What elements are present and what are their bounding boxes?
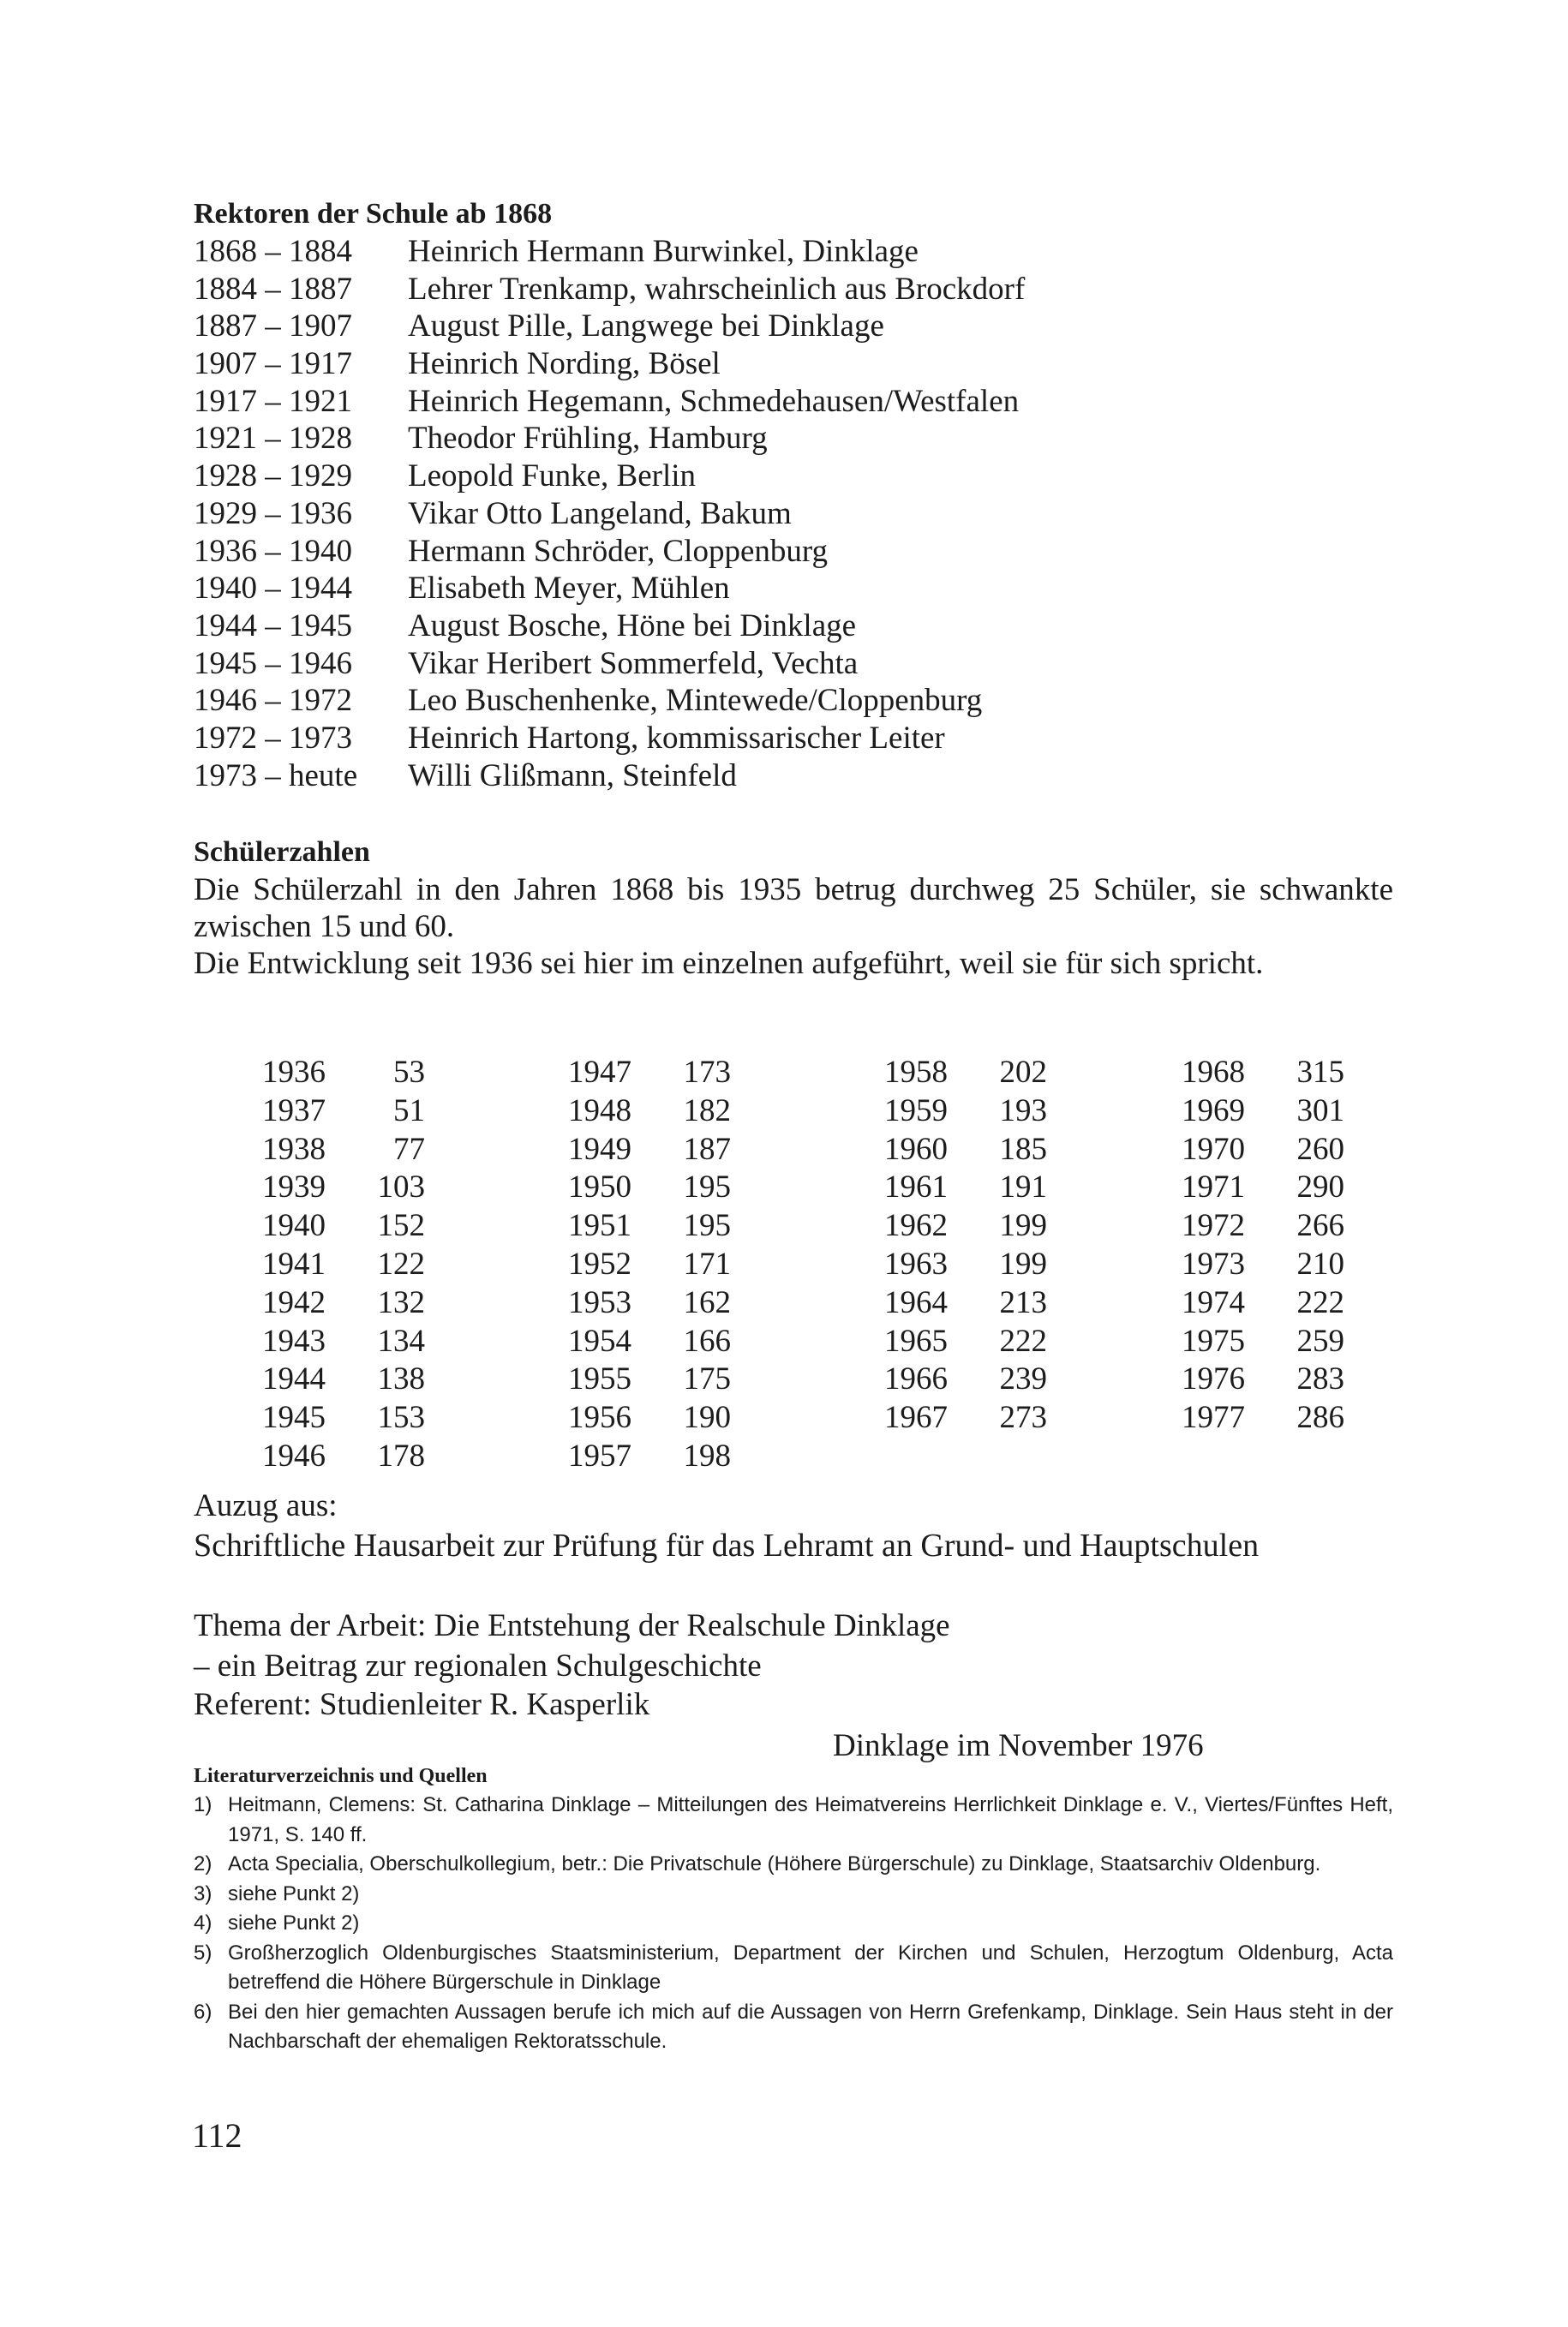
student-count-row — [568, 1438, 731, 1476]
literature-number: 4) — [194, 1911, 212, 1935]
student-count-row — [1182, 1092, 1344, 1131]
count-year: 1961 — [884, 1169, 948, 1205]
rector-years: 1946 – 1972 — [194, 683, 352, 719]
literature-number: 6) — [194, 2000, 212, 2024]
student-count-row — [1182, 1246, 1344, 1284]
count-value: 198 — [683, 1438, 731, 1474]
rector-name: Elisabeth Meyer, Mühlen — [408, 571, 730, 607]
count-value: 178 — [377, 1438, 425, 1474]
rector-years: 1868 – 1884 — [194, 234, 352, 269]
student-count-row — [262, 1361, 425, 1399]
count-year: 1937 — [262, 1092, 326, 1128]
count-year: 1971 — [1182, 1169, 1245, 1205]
count-year: 1956 — [568, 1400, 631, 1436]
excerpt-text: Schriftliche Hausarbeit zur Prüfung für das Lehramt an Grund- und Hauptschulen — [194, 1528, 1260, 1564]
count-value: 222 — [999, 1323, 1047, 1359]
student-count-row — [884, 1399, 1047, 1438]
literature-list — [194, 1791, 1393, 2057]
rector-years: 1921 – 1928 — [194, 421, 352, 457]
count-value: 213 — [999, 1284, 1047, 1320]
student-count-row — [884, 1092, 1047, 1131]
student-count-row — [884, 1054, 1047, 1092]
count-year: 1952 — [568, 1246, 631, 1282]
students-heading: Schülerzahlen — [194, 836, 370, 868]
count-value: 138 — [377, 1361, 425, 1397]
thesis-referent: Referent: Studienleiter R. Kasperlik — [194, 1687, 650, 1722]
count-value: 185 — [999, 1131, 1047, 1167]
student-count-row — [568, 1054, 731, 1092]
rector-name: Leopold Funke, Berlin — [408, 458, 697, 494]
count-year: 1953 — [568, 1284, 631, 1320]
count-value: 273 — [999, 1400, 1047, 1436]
count-year: 1945 — [262, 1400, 326, 1436]
literature-text: Acta Specialia, Oberschulkollegium, betr.: Die Privatschule (Höhere Bürgerschule) zu Dinklage, Staatsarchiv Oldenburg. — [228, 1852, 1321, 1875]
count-value: 53 — [393, 1055, 425, 1090]
count-value: 182 — [683, 1092, 731, 1128]
count-value: 103 — [377, 1169, 425, 1205]
count-year: 1940 — [262, 1208, 326, 1244]
rector-name: Vikar Otto Langeland, Bakum — [408, 495, 792, 531]
excerpt-label: Auzug aus: — [194, 1488, 338, 1523]
count-year: 1950 — [568, 1169, 631, 1205]
count-value: 166 — [683, 1323, 731, 1359]
count-value: 175 — [683, 1361, 731, 1397]
count-value: 286 — [1296, 1400, 1344, 1436]
count-year: 1970 — [1182, 1131, 1245, 1167]
count-value: 259 — [1296, 1323, 1344, 1359]
students-paragraph-2: Die Entwicklung seit 1936 sei hier im einzelnen aufgeführt, weil sie für sich spricht. — [194, 946, 1264, 981]
count-value: 122 — [377, 1246, 425, 1282]
rector-years: 1884 – 1887 — [194, 271, 352, 307]
count-year: 1957 — [568, 1438, 631, 1474]
rector-name: Hermann Schröder, Cloppenburg — [408, 533, 829, 569]
rectors-heading: Rektoren der Schule ab 1868 — [194, 198, 553, 230]
rector-years: 1907 – 1917 — [194, 346, 352, 382]
student-count-column-4 — [1182, 1054, 1344, 1438]
rector-years: 1972 – 1973 — [194, 720, 352, 756]
literature-item — [194, 1791, 1393, 1850]
student-count-row — [1182, 1131, 1344, 1169]
count-year: 1943 — [262, 1323, 326, 1359]
literature-item — [194, 1880, 1393, 1910]
count-year: 1951 — [568, 1208, 631, 1244]
count-value: 195 — [683, 1169, 731, 1205]
count-value: 152 — [377, 1208, 425, 1244]
student-count-row — [568, 1092, 731, 1131]
count-year: 1939 — [262, 1169, 326, 1205]
student-count-row — [1182, 1207, 1344, 1246]
rector-years: 1936 – 1940 — [194, 533, 352, 569]
count-value: 162 — [683, 1284, 731, 1320]
student-count-row — [568, 1361, 731, 1399]
student-count-row — [568, 1284, 731, 1323]
thesis-title: Thema der Arbeit: Die Entstehung der Realschule Dinklage — [194, 1608, 950, 1643]
rector-name: August Bosche, Höne bei Dinklage — [408, 607, 857, 643]
student-count-row — [884, 1169, 1047, 1207]
count-year: 1973 — [1182, 1246, 1245, 1282]
student-count-row — [1182, 1399, 1344, 1438]
count-value: 51 — [393, 1092, 425, 1128]
student-count-row — [568, 1399, 731, 1438]
student-count-row — [262, 1438, 425, 1476]
count-value: 190 — [683, 1400, 731, 1436]
rector-name: Leo Buschenhenke, Mintewede/Cloppenburg — [408, 683, 983, 719]
count-value: 301 — [1296, 1092, 1344, 1128]
rector-name: Theodor Frühling, Hamburg — [408, 421, 768, 457]
student-count-row — [1182, 1323, 1344, 1361]
student-count-row — [262, 1092, 425, 1131]
rector-years: 1929 – 1936 — [194, 495, 352, 531]
count-year: 1959 — [884, 1092, 948, 1128]
student-count-row — [262, 1399, 425, 1438]
count-value: 132 — [377, 1284, 425, 1320]
rector-years: 1945 – 1946 — [194, 645, 352, 681]
count-year: 1955 — [568, 1361, 631, 1397]
literature-item — [194, 1909, 1393, 1939]
rector-years: 1928 – 1929 — [194, 458, 352, 494]
literature-text: siehe Punkt 2) — [228, 1881, 360, 1905]
count-value: 193 — [999, 1092, 1047, 1128]
count-year: 1963 — [884, 1246, 948, 1282]
rector-name: Heinrich Hartong, kommissarischer Leiter — [408, 720, 945, 756]
rector-name: Heinrich Nording, Bösel — [408, 346, 721, 382]
student-count-column-1 — [262, 1054, 425, 1476]
student-count-row — [1182, 1361, 1344, 1399]
student-count-row — [884, 1323, 1047, 1361]
count-year: 1972 — [1182, 1208, 1245, 1244]
count-year: 1942 — [262, 1284, 326, 1320]
count-value: 199 — [999, 1208, 1047, 1244]
count-value: 171 — [683, 1246, 731, 1282]
student-count-row — [884, 1207, 1047, 1246]
count-year: 1949 — [568, 1131, 631, 1167]
count-year: 1965 — [884, 1323, 948, 1359]
students-paragraph-1: Die Schülerzahl in den Jahren 1868 bis 1935 betrug durchweg 25 Schüler, sie schwankte zwischen 15 und 60. — [194, 872, 1393, 944]
count-value: 134 — [377, 1323, 425, 1359]
count-value: 191 — [999, 1169, 1047, 1205]
rector-name: Heinrich Hermann Burwinkel, Dinklage — [408, 234, 919, 269]
rector-years: 1917 – 1921 — [194, 383, 352, 419]
count-year: 1960 — [884, 1131, 948, 1167]
student-count-row — [568, 1131, 731, 1169]
student-count-row — [884, 1131, 1047, 1169]
count-year: 1947 — [568, 1055, 631, 1090]
student-count-row — [884, 1246, 1047, 1284]
literature-text: siehe Punkt 2) — [228, 1911, 360, 1935]
page-number: 112 — [192, 2116, 242, 2155]
rector-years: 1940 – 1944 — [194, 571, 352, 607]
count-value: 199 — [999, 1246, 1047, 1282]
student-count-row — [568, 1207, 731, 1246]
count-value: 260 — [1296, 1131, 1344, 1167]
rector-years: 1944 – 1945 — [194, 607, 352, 643]
student-count-row — [262, 1246, 425, 1284]
literature-item — [194, 1850, 1393, 1880]
rector-name: Heinrich Hegemann, Schmedehausen/Westfalen — [408, 383, 1020, 419]
count-year: 1958 — [884, 1055, 948, 1090]
count-value: 195 — [683, 1208, 731, 1244]
count-value: 266 — [1296, 1208, 1344, 1244]
student-count-row — [1182, 1284, 1344, 1323]
literature-number: 1) — [194, 1793, 212, 1816]
literature-item — [194, 1939, 1393, 1998]
count-value: 239 — [999, 1361, 1047, 1397]
literature-number: 2) — [194, 1852, 212, 1875]
literature-heading: Literaturverzeichnis und Quellen — [194, 1765, 488, 1787]
student-count-row — [1182, 1054, 1344, 1092]
rector-name: Vikar Heribert Sommerfeld, Vechta — [408, 645, 859, 681]
count-year: 1968 — [1182, 1055, 1245, 1090]
count-year: 1944 — [262, 1361, 326, 1397]
count-year: 1967 — [884, 1400, 948, 1436]
count-value: 187 — [683, 1131, 731, 1167]
count-value: 202 — [999, 1055, 1047, 1090]
thesis-subtitle: – ein Beitrag zur regionalen Schulgeschichte — [194, 1648, 762, 1684]
literature-text: Großherzoglich Oldenburgisches Staatsministerium, Department der Kirchen und Schulen, Herzogtum Oldenburg, Acta betreffend die Höhere Bürgerschule in Dinklage — [228, 1941, 1393, 1994]
count-year: 1974 — [1182, 1284, 1245, 1320]
count-year: 1938 — [262, 1131, 326, 1167]
student-count-row — [262, 1284, 425, 1323]
student-count-row — [884, 1361, 1047, 1399]
rector-name: Willi Glißmann, Steinfeld — [408, 757, 737, 793]
count-year: 1936 — [262, 1055, 326, 1090]
count-value: 222 — [1296, 1284, 1344, 1320]
count-year: 1941 — [262, 1246, 326, 1282]
count-value: 283 — [1296, 1361, 1344, 1397]
count-year: 1954 — [568, 1323, 631, 1359]
rector-name: Lehrer Trenkamp, wahrscheinlich aus Brockdorf — [408, 271, 1026, 307]
count-year: 1977 — [1182, 1400, 1245, 1436]
count-year: 1975 — [1182, 1323, 1245, 1359]
count-value: 153 — [377, 1400, 425, 1436]
rector-years: 1887 – 1907 — [194, 308, 352, 344]
student-count-row — [1182, 1169, 1344, 1207]
literature-text: Bei den hier gemachten Aussagen berufe ich mich auf die Aussagen von Herrn Grefenkamp, Dinklage. Sein Haus steht in der Nachbarschaft der ehemaligen Rektoratsschule. — [228, 2000, 1393, 2053]
student-count-row — [262, 1169, 425, 1207]
count-year: 1948 — [568, 1092, 631, 1128]
count-value: 290 — [1296, 1169, 1344, 1205]
count-year: 1966 — [884, 1361, 948, 1397]
count-value: 77 — [393, 1131, 425, 1167]
student-count-row — [568, 1246, 731, 1284]
count-year: 1969 — [1182, 1092, 1245, 1128]
student-count-row — [262, 1054, 425, 1092]
count-value: 210 — [1296, 1246, 1344, 1282]
student-count-row — [568, 1323, 731, 1361]
literature-number: 5) — [194, 1941, 212, 1965]
count-year: 1946 — [262, 1438, 326, 1474]
count-year: 1962 — [884, 1208, 948, 1244]
student-count-row — [884, 1284, 1047, 1323]
place-date: Dinklage im November 1976 — [833, 1728, 1204, 1763]
rector-name: August Pille, Langwege bei Dinklage — [408, 308, 884, 344]
student-count-column-2 — [568, 1054, 731, 1476]
literature-item — [194, 1998, 1393, 2057]
student-count-row — [262, 1207, 425, 1246]
literature-text: Heitmann, Clemens: St. Catharina Dinklage – Mitteilungen des Heimatvereins Herrlichkeit Dinklage e. V., Viertes/Fünftes Heft, 1971, S. 140 ff. — [228, 1793, 1393, 1846]
student-count-column-3 — [884, 1054, 1047, 1438]
count-value: 173 — [683, 1055, 731, 1090]
student-count-row — [262, 1323, 425, 1361]
count-year: 1976 — [1182, 1361, 1245, 1397]
rector-years: 1973 – heute — [194, 757, 358, 793]
student-count-row — [262, 1131, 425, 1169]
student-count-row — [568, 1169, 731, 1207]
count-year: 1964 — [884, 1284, 948, 1320]
count-value: 315 — [1296, 1055, 1344, 1090]
literature-number: 3) — [194, 1881, 212, 1905]
